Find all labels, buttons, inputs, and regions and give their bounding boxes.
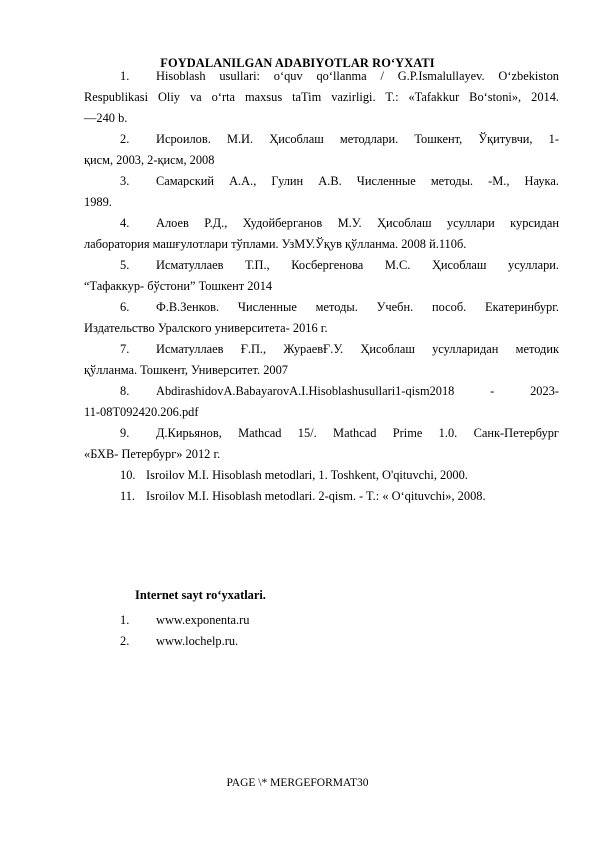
reference-continuation-line: —240 b. [84, 111, 128, 125]
reference-number: 2. [120, 132, 130, 146]
reference-text: Исматуллаев Т.П., Косбергенова М.С. Ҳисоблаш усуллари. [156, 258, 559, 272]
reference-number: 6. [120, 300, 130, 314]
reference-number: 5. [120, 258, 130, 272]
reference-first-line [0, 423, 595, 444]
reference-text: Isroilov M.I. Hisoblash metodlari, 1. Toshkent, O'qituvchi, 2000. [146, 468, 468, 482]
reference-first-line [0, 339, 595, 360]
reference-first-line [0, 486, 595, 507]
reference-number: 4. [120, 216, 130, 230]
reference-first-line [0, 255, 595, 276]
reference-number: 10. [120, 468, 136, 482]
reference-text: Исматуллаев Ғ.П., ЖураевҒ.У. Ҳисоблаш усулларидан методик [156, 342, 559, 356]
reference-text: Исроилов. М.И. Ҳисоблаш методлари. Тошкент, Ўқитувчи, 1- [156, 132, 559, 146]
site-link[interactable]: www.exponenta.ru [156, 613, 250, 627]
reference-continuation-line: қисм, 2003, 2-қисм, 2008 [84, 153, 215, 167]
reference-text: Самарский А.А., Гулин А.В. Численные методы. -М., Наука. [156, 174, 559, 188]
site-number: 1. [120, 613, 130, 627]
reference-text: AbdirashidovA.BabayarovA.I.Hisoblashusullari1-qism2018 - 2023- [156, 384, 559, 398]
reference-number: 9. [120, 426, 130, 440]
reference-first-line [0, 213, 595, 234]
reference-text: Hisoblash usullari: o‘quv qo‘llanma / G.P.Ismalullayev. O‘zbekiston [156, 69, 559, 83]
reference-first-line [0, 129, 595, 150]
reference-number: 8. [120, 384, 130, 398]
reference-first-line [0, 66, 595, 87]
reference-continuation-line: «БХВ- Петербург» 2012 г. [84, 447, 221, 461]
reference-first-line [0, 465, 595, 486]
reference-continuation-line: 11-08T092420.206.pdf [84, 405, 199, 419]
reference-first-line [0, 297, 595, 318]
reference-number: 3. [120, 174, 130, 188]
reference-text: Isroilov M.I. Hisoblash metodlari. 2-qism. - T.: « O‘qituvchi», 2008. [146, 489, 486, 503]
reference-number: 7. [120, 342, 130, 356]
site-item [0, 610, 595, 631]
page-footer: PAGE \* MERGEFORMAT30 [226, 777, 369, 789]
reference-number: 1. [120, 69, 130, 83]
reference-continuation-line: Издательство Уралского университета- 2016 г. [84, 321, 328, 335]
reference-continuation-line: “Тафаккур- бўстони” Тошкент 2014 [84, 279, 273, 293]
page-title: FOYDALANILGAN ADABIYOTLAR RO‘YXATI [160, 56, 435, 70]
site-link[interactable]: www.lochelp.ru. [156, 634, 239, 648]
reference-number: 11. [120, 489, 136, 503]
reference-first-line [0, 171, 595, 192]
reference-continuation-line: қўлланма. Тошкент, Университет. 2007 [84, 363, 288, 377]
site-item [0, 631, 595, 652]
reference-first-line [0, 381, 595, 402]
reference-text: Ф.В.Зенков. Численные методы. Учебн. пособ. Екатеринбург. [156, 300, 559, 314]
reference-text: Алоев Р.Д., Худойберганов М.У. Ҳисоблаш усуллари курсидан [156, 216, 559, 230]
reference-continuation-line: лаборатория машғулотлари тўплами. УзМУ.Ўқув қўлланма. 2008 й.110б. [84, 237, 467, 251]
reference-text: Д.Кирьянов, Mathcad 15/. Mathcad Prime 1.0. Санк-Петербург [156, 426, 559, 440]
site-number: 2. [120, 634, 130, 648]
internet-heading: Internet sayt ro‘yxatlari. [135, 588, 266, 602]
reference-continuation-line: 1989. [84, 195, 112, 209]
reference-continuation-line: Respublikasi Oliy va o‘rta maxsus taTim vazirligi. T.: «Tafakkur Bo‘stoni», 2014. [84, 90, 559, 104]
